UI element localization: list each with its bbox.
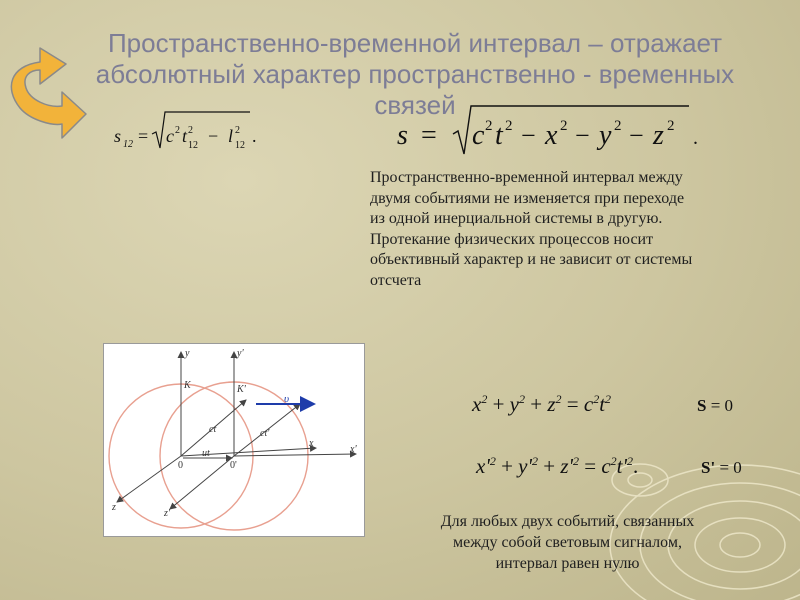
footer-conclusion bbox=[395, 511, 740, 574]
label-ut: ut bbox=[202, 448, 210, 459]
f2-x-pow: 2 bbox=[560, 118, 568, 134]
eq2-y: y' bbox=[518, 454, 532, 478]
desc-line-2: двумя событиями не изменяется при переходе bbox=[370, 189, 685, 207]
eq1-x: x bbox=[472, 392, 482, 416]
s-value: = 0 bbox=[706, 396, 734, 415]
label-origin: 0 bbox=[178, 460, 183, 471]
label-x: x bbox=[309, 438, 314, 449]
eq2-t: t' bbox=[616, 454, 627, 478]
label-y-prime: y' bbox=[237, 348, 244, 359]
interval-zero-s-prime bbox=[701, 458, 742, 478]
f2-minus-1: − bbox=[521, 121, 536, 150]
f2-t-pow: 2 bbox=[505, 118, 513, 134]
eq1-y: y bbox=[509, 392, 519, 416]
label-ct: ct bbox=[209, 424, 217, 435]
eq1-z: z bbox=[547, 392, 556, 416]
interval-description bbox=[370, 168, 770, 291]
eq2-equals: = bbox=[578, 454, 602, 478]
eq2-x: x' bbox=[476, 454, 490, 478]
eq1-plus-2: + bbox=[525, 392, 548, 416]
label-y: y bbox=[185, 348, 190, 359]
eq1-z-pow: 2 bbox=[555, 392, 562, 406]
eq2-y-pow: 2 bbox=[531, 454, 538, 468]
desc-line-3: из одной инерциальной системы в другую. bbox=[370, 210, 663, 227]
diagram-svg bbox=[104, 344, 364, 536]
label-k-prime: K' bbox=[237, 384, 246, 395]
f2-y-pow: 2 bbox=[614, 118, 622, 134]
label-k: K bbox=[184, 380, 191, 391]
s-label: S bbox=[697, 396, 707, 415]
eq2-z-pow: 2 bbox=[572, 454, 579, 468]
eq2-z: z' bbox=[560, 454, 573, 478]
title-line-1: Пространственно-временной интервал – отражает bbox=[107, 28, 723, 58]
f2-t: t bbox=[495, 120, 503, 151]
title-line-2: абсолютный характер пространственно - временных bbox=[95, 59, 735, 89]
f2-z: z bbox=[653, 120, 664, 151]
f2-eq: = bbox=[421, 120, 437, 151]
desc-line-6: отсчета bbox=[370, 271, 422, 289]
eq2-c: c bbox=[601, 454, 611, 478]
f1-t-sub: 12 bbox=[188, 140, 198, 151]
f2-minus-3: − bbox=[629, 121, 644, 150]
interval-formula-s12 bbox=[112, 106, 282, 154]
desc-line-5: объективный характер и не зависит от системы bbox=[370, 251, 693, 268]
f1-t: t bbox=[182, 126, 188, 146]
eq2-plus-2: + bbox=[537, 454, 561, 478]
f1-l-sub: 12 bbox=[235, 140, 245, 151]
f1-c: c bbox=[166, 126, 174, 146]
title-line-3: связей bbox=[374, 90, 456, 120]
f1-t-pow: 2 bbox=[188, 125, 193, 136]
f1-minus: − bbox=[208, 126, 219, 146]
eq2-c-pow: 2 bbox=[610, 454, 617, 468]
f2-x: x bbox=[545, 120, 558, 151]
f1-l-pow: 2 bbox=[235, 125, 240, 136]
desc-line-1: Пространственно-временной интервал между bbox=[370, 169, 683, 186]
eq2-t-pow: 2 bbox=[626, 454, 633, 468]
f2-c-pow: 2 bbox=[485, 118, 493, 134]
footer-line-3: интервал равен нулю bbox=[495, 555, 640, 572]
eq1-c: c bbox=[583, 392, 594, 416]
f1-eq: = bbox=[138, 126, 149, 146]
f1-s: s bbox=[114, 126, 122, 146]
eq2-dot: . bbox=[632, 454, 639, 478]
eq1-plus-1: + bbox=[487, 392, 510, 416]
f1-c-pow: 2 bbox=[175, 125, 180, 136]
eq1-y-pow: 2 bbox=[519, 392, 525, 406]
eq1-t: t bbox=[599, 392, 606, 416]
light-front-equation-prime bbox=[476, 454, 638, 479]
label-z: z bbox=[112, 502, 116, 513]
f1-s-sub: 12 bbox=[123, 139, 133, 150]
eq2-x-pow: 2 bbox=[489, 454, 496, 468]
footer-line-2: между собой световым сигналом, bbox=[453, 534, 682, 551]
eq1-c-pow: 2 bbox=[593, 392, 600, 406]
s-prime-value: = 0 bbox=[715, 458, 742, 477]
f2-z-pow: 2 bbox=[667, 118, 675, 134]
footer-line-1: Для любых двух событий, связанных bbox=[440, 513, 695, 530]
f1-l: l bbox=[228, 126, 234, 146]
light-sphere-diagram bbox=[103, 343, 365, 537]
f2-minus-2: − bbox=[575, 121, 590, 150]
f2-s: s bbox=[397, 120, 408, 151]
interval-zero-s bbox=[697, 396, 733, 416]
f2-y: y bbox=[599, 120, 612, 151]
eq1-t-pow: 2 bbox=[605, 392, 612, 406]
eq2-plus-1: + bbox=[495, 454, 519, 478]
light-front-equation bbox=[472, 392, 611, 417]
desc-line-4: Протекание физических процессов носит bbox=[370, 230, 654, 248]
interval-formula-s bbox=[375, 100, 710, 162]
eq1-x-pow: 2 bbox=[481, 392, 488, 406]
f2-dot: . bbox=[693, 127, 698, 149]
f1-dot: . bbox=[252, 126, 257, 146]
label-origin-prime: 0' bbox=[230, 460, 237, 471]
label-x-prime: x' bbox=[350, 444, 357, 455]
label-v: υ bbox=[284, 393, 290, 405]
s-prime-label: S' bbox=[701, 458, 716, 477]
label-ct-prime: ct' bbox=[260, 428, 270, 439]
f2-c: c bbox=[472, 120, 485, 151]
label-z-prime: z' bbox=[164, 508, 171, 519]
eq1-equals: = bbox=[561, 392, 584, 416]
